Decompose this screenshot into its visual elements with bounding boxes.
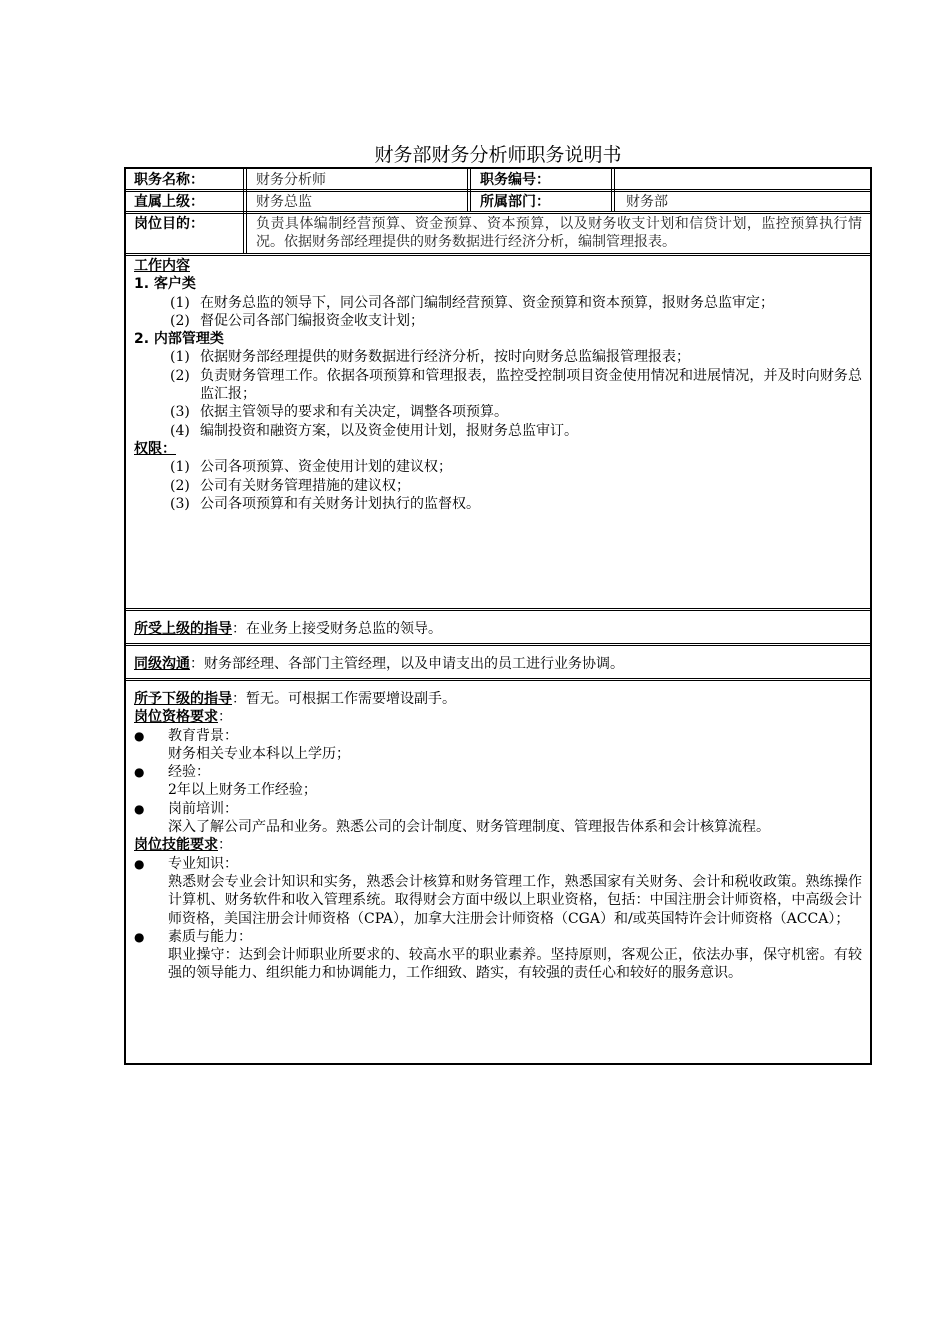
item-number: (3) <box>170 495 190 512</box>
list-item <box>134 495 862 513</box>
column-divider <box>243 169 244 253</box>
job-code-value <box>618 171 868 189</box>
item-text: 依据主管领导的要求和有关决定，调整各项预算。 <box>200 404 508 421</box>
list-item <box>134 312 862 330</box>
knowledge-text: 熟悉财会专业会计知识和实务，熟悉会计核算和财务管理工作，熟悉国家有关财务、会计和税收政策。熟练操作计算机、财务软件和收入管理系统。取得财会方面中级以上职业资格，包括：中国注册会计师资格，中高级会计师资格，美国注册会计师资格（CPA），加拿大注册会计师资格（CGA）和/或英国特许会计师资格（ACCA）； <box>168 873 862 927</box>
peer-communication-text: ：财务部经理、各部门主管经理，以及申请支出的员工进行业务协调。 <box>190 656 624 672</box>
column-divider <box>614 169 615 211</box>
column-divider <box>611 169 612 211</box>
job-description-table <box>124 167 872 1065</box>
subordinate-guidance-row <box>134 690 862 708</box>
purpose-value: 负责具体编制经营预算、资金预算、资本预算，以及财务收支计划和信贷计划，监控预算执行情况。依据财务部经理提供的财务数据进行经济分析，编制管理报表。 <box>256 216 862 250</box>
bullet-icon: ● <box>134 801 145 816</box>
list-item <box>134 458 862 476</box>
education-text: 财务相关专业本科以上学历； <box>168 745 350 762</box>
category-customer: 1. 客户类 <box>134 276 196 293</box>
peer-communication-label: 同级沟通 <box>134 656 190 672</box>
peer-communication-row <box>134 655 862 673</box>
list-item <box>134 422 862 440</box>
row-divider <box>126 253 870 256</box>
bullet-item <box>134 800 862 818</box>
qualification-heading: 岗位资格要求 <box>134 709 218 726</box>
column-divider <box>467 169 468 211</box>
list-item <box>134 403 862 421</box>
subordinate-guidance-text: ：暂无。可根据工作需要增设副手。 <box>232 691 456 707</box>
item-number: (1) <box>170 349 190 366</box>
column-divider <box>246 169 247 253</box>
item-text: 编制投资和融资方案，以及资金使用计划，报财务总监审订。 <box>200 422 578 439</box>
column-divider <box>470 169 471 211</box>
list-item <box>134 348 862 366</box>
work-content-section <box>134 257 862 513</box>
row-divider <box>126 211 870 214</box>
item-number: (1) <box>170 294 190 311</box>
education-label: 教育背景： <box>168 727 238 744</box>
superior-guidance-label: 所受上级的指导 <box>134 621 232 637</box>
category-internal-management: 2. 内部管理类 <box>134 331 224 348</box>
bullet-item <box>134 727 862 745</box>
row-divider <box>126 678 870 681</box>
item-number: (2) <box>170 477 190 494</box>
work-content-heading: 工作内容 <box>134 258 190 274</box>
subordinate-guidance-label: 所予下级的指导 <box>134 691 232 707</box>
experience-label: 经验： <box>168 764 210 781</box>
ability-label: 素质与能力： <box>168 928 252 945</box>
job-name-value: 财务分析师 <box>256 172 326 188</box>
experience-text: 2年以上财务工作经验； <box>168 782 317 799</box>
training-label: 岗前培训： <box>168 800 238 817</box>
ability-text: 职业操守：达到会计师职业所要求的、较高水平的职业素养。坚持原则，客观公正，依法办事，保守机密。有较强的领导能力、组织能力和协调能力，工作细致、踏实，有较强的责任心和较好的服务意识。 <box>168 947 862 982</box>
superior-guidance-text: ：在业务上接受财务总监的领导。 <box>232 621 442 637</box>
bullet-item <box>134 928 862 946</box>
list-item <box>134 477 862 495</box>
list-item <box>134 294 862 312</box>
knowledge-label: 专业知识： <box>168 855 238 872</box>
list-item <box>134 367 862 404</box>
training-text: 深入了解公司产品和业务。熟悉公司的会计制度、财务管理制度、管理报告体系和会计核算流程。 <box>168 819 770 836</box>
item-text: 依据财务部经理提供的财务数据进行经济分析，按时向财务总监编报管理报表； <box>200 349 690 366</box>
bullet-icon: ● <box>134 728 145 743</box>
row-divider <box>126 189 870 192</box>
item-number: (2) <box>170 312 190 329</box>
item-text: 公司各项预算、资金使用计划的建议权； <box>200 459 452 476</box>
item-text: 督促公司各部门编报资金收支计划； <box>200 312 424 329</box>
item-text: 在财务总监的领导下，同公司各部门编制经营预算、资金预算和资本预算，报财务总监审定； <box>200 294 774 311</box>
skills-colon: ： <box>218 837 232 854</box>
item-number: (3) <box>170 404 190 421</box>
job-code-label: 职务编号： <box>480 172 550 188</box>
superior-value: 财务总监 <box>256 194 312 210</box>
superior-label: 直属上级： <box>134 194 204 210</box>
bullet-icon: ● <box>134 856 145 871</box>
job-name-label: 职务名称： <box>134 172 204 188</box>
bullet-item <box>134 763 862 781</box>
department-label: 所属部门： <box>480 194 550 210</box>
rights-heading: 权限： <box>134 440 176 457</box>
purpose-label: 岗位目的： <box>134 216 204 232</box>
item-number: (2) <box>170 367 190 384</box>
item-number: (4) <box>170 422 190 439</box>
row-divider <box>126 608 870 611</box>
item-text: 公司有关财务管理措施的建议权； <box>200 477 410 494</box>
row-divider <box>126 643 870 646</box>
department-value: 财务部 <box>626 194 668 210</box>
document-title: 财务部财务分析师职务说明书 <box>374 144 622 166</box>
requirements-section <box>134 690 862 983</box>
item-number: (1) <box>170 459 190 476</box>
skills-heading: 岗位技能要求 <box>134 837 218 854</box>
bullet-item <box>134 855 862 873</box>
item-text: 公司各项预算和有关财务计划执行的监督权。 <box>200 495 480 512</box>
item-text: 负责财务管理工作。依据各项预算和管理报表，监控受控制项目资金使用情况和进展情况，并及时向财务总监汇报； <box>200 367 862 403</box>
bullet-icon: ● <box>134 765 145 780</box>
bullet-icon: ● <box>134 929 145 944</box>
qualification-colon: ： <box>218 709 232 726</box>
superior-guidance-row <box>134 620 862 638</box>
